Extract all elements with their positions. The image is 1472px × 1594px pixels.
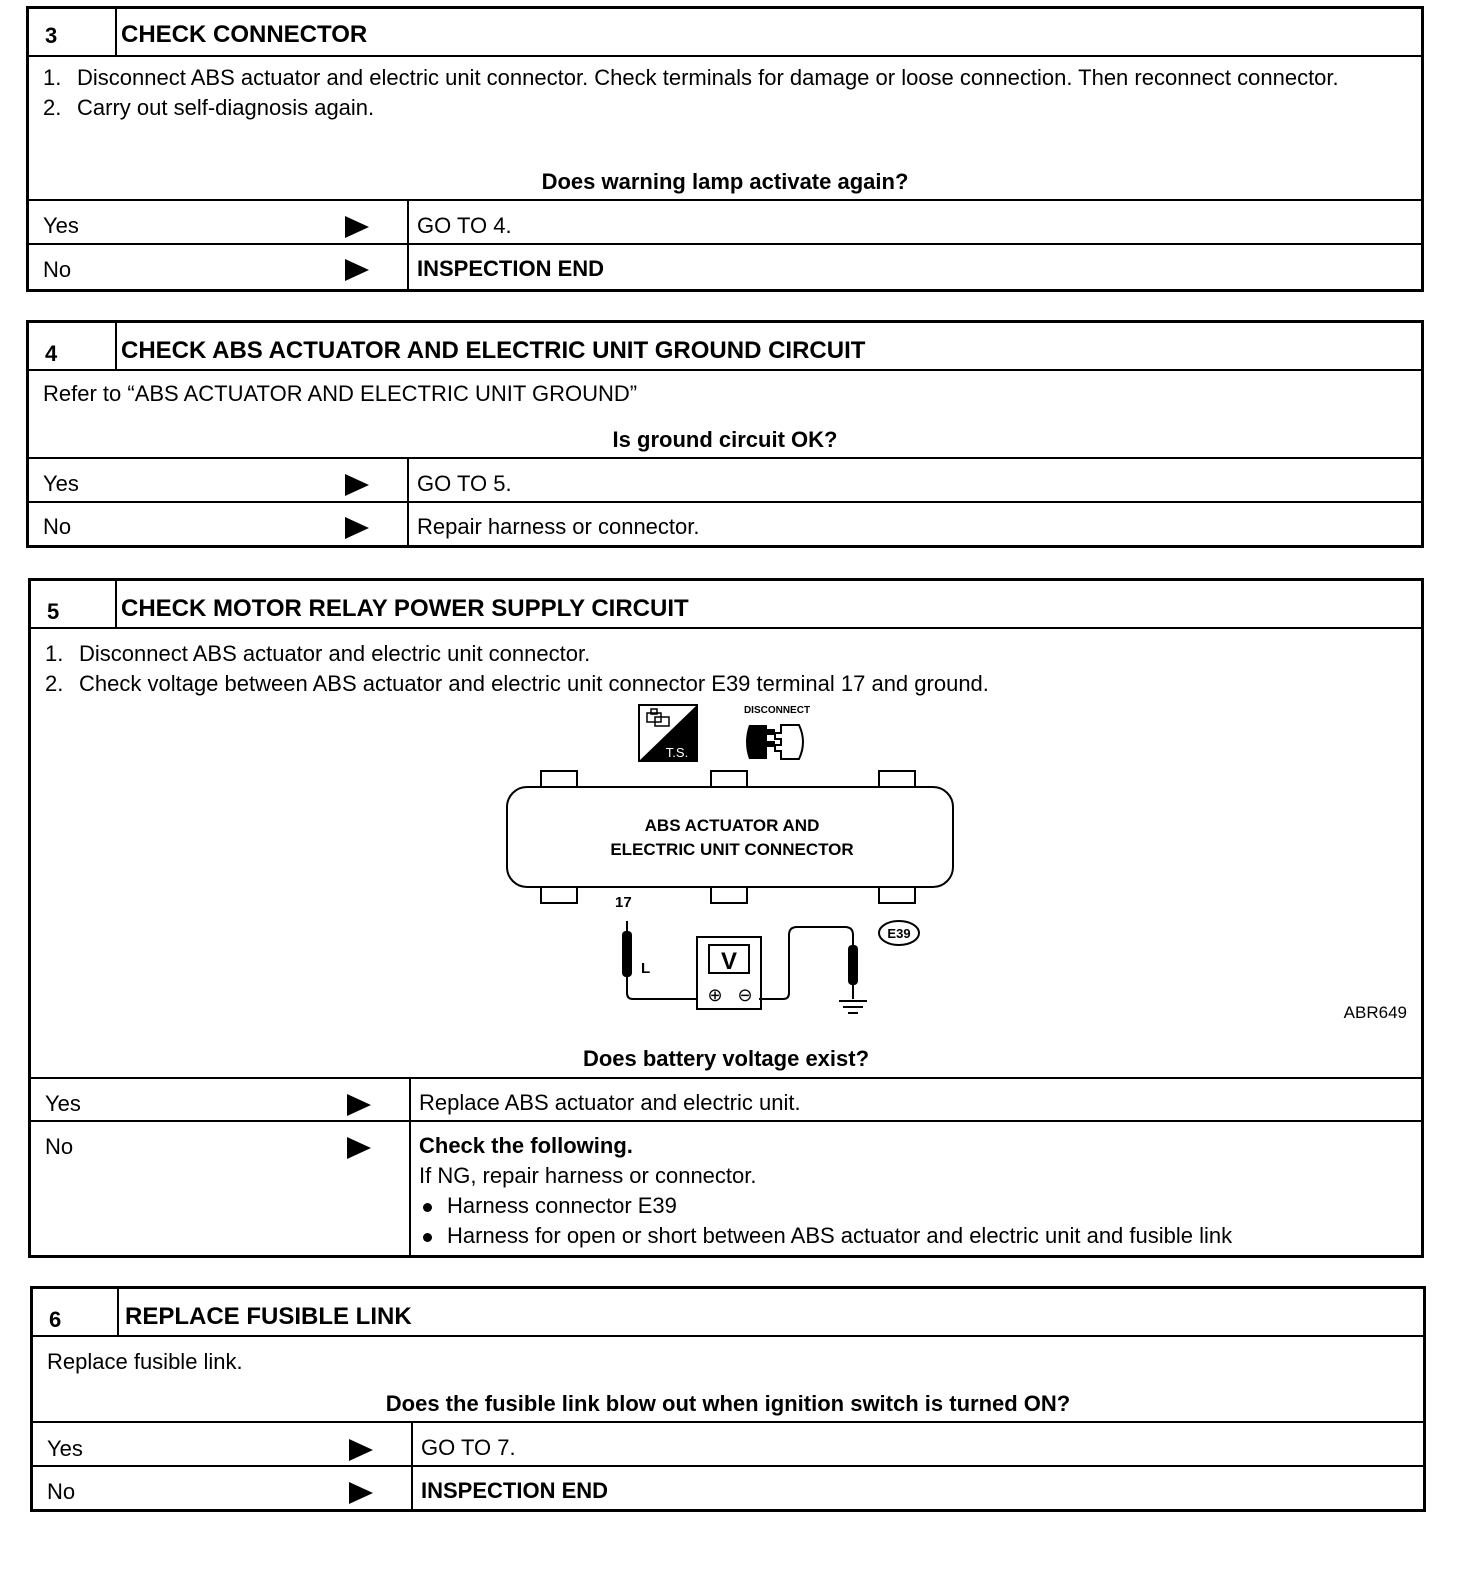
arrow-right-icon bbox=[345, 259, 369, 281]
arrow-right-icon bbox=[347, 1137, 371, 1159]
section-3 bbox=[26, 6, 1424, 292]
arrow-right-icon bbox=[349, 1482, 373, 1504]
step-number: 6 bbox=[49, 1307, 62, 1332]
yes-label: Yes bbox=[47, 1436, 83, 1461]
figure-code: ABR649 bbox=[1343, 1003, 1407, 1022]
ts-label: T.S. bbox=[665, 745, 689, 760]
no-result-title: Check the following. bbox=[419, 1133, 633, 1158]
step-title: REPLACE FUSIBLE LINK bbox=[125, 1303, 412, 1330]
step-instruction: Refer to “ABS ACTUATOR AND ELECTRIC UNIT GROUND” bbox=[43, 381, 638, 406]
no-result: INSPECTION END bbox=[417, 256, 605, 281]
arrow-right-icon bbox=[345, 474, 369, 496]
connector-id: E39 bbox=[887, 926, 911, 941]
question: Is ground circuit OK? bbox=[612, 427, 838, 452]
step-title: CHECK ABS ACTUATOR AND ELECTRIC UNIT GROUND CIRCUIT bbox=[121, 337, 866, 364]
yes-result: GO TO 5. bbox=[417, 471, 512, 496]
no-result: Repair harness or connector. bbox=[417, 514, 700, 539]
step-title: CHECK MOTOR RELAY POWER SUPPLY CIRCUIT bbox=[121, 595, 689, 622]
meter-label: V bbox=[720, 948, 738, 975]
no-label: No bbox=[43, 514, 72, 539]
step-title: CHECK CONNECTOR bbox=[121, 21, 368, 48]
disconnect-icon bbox=[744, 705, 810, 759]
yes-result: Replace ABS actuator and electric unit. bbox=[419, 1090, 801, 1115]
arrow-right-icon bbox=[345, 517, 369, 539]
ground-icon bbox=[839, 1001, 867, 1013]
connector-label-line2: ELECTRIC UNIT CONNECTOR bbox=[610, 840, 854, 859]
question: Does warning lamp activate again? bbox=[541, 169, 909, 194]
yes-label: Yes bbox=[43, 213, 79, 238]
yes-label: Yes bbox=[43, 471, 79, 496]
list-item: 2. Check voltage between ABS actuator and electric unit connector E39 terminal 17 and ground. bbox=[45, 671, 989, 696]
list-item: Harness for open or short between ABS actuator and electric unit and fusible link bbox=[419, 1221, 1401, 1251]
section-6 bbox=[30, 1286, 1426, 1512]
connector-diagram bbox=[501, 699, 971, 1029]
terminal-number: 17 bbox=[615, 894, 632, 911]
step-instructions bbox=[45, 639, 1401, 699]
step-instructions bbox=[43, 63, 1401, 123]
yes-result: GO TO 4. bbox=[417, 213, 512, 238]
section-5 bbox=[28, 578, 1424, 1258]
no-result: INSPECTION END bbox=[421, 1478, 609, 1503]
step-number: 4 bbox=[45, 341, 58, 366]
probe-right bbox=[848, 945, 858, 985]
no-result bbox=[419, 1131, 1401, 1251]
list-item: 2. Carry out self-diagnosis again. bbox=[43, 95, 375, 120]
plus-icon: ⊕ bbox=[707, 985, 723, 1005]
list-item: 1. Disconnect ABS actuator and electric unit connector. bbox=[45, 641, 591, 666]
ts-icon bbox=[639, 705, 697, 761]
yes-label: Yes bbox=[45, 1091, 81, 1116]
yes-result: GO TO 7. bbox=[421, 1435, 516, 1460]
no-label: No bbox=[45, 1134, 74, 1159]
no-label: No bbox=[47, 1479, 76, 1504]
no-label: No bbox=[43, 257, 72, 282]
list-item: Harness connector E39 bbox=[419, 1191, 1401, 1221]
step-number: 3 bbox=[45, 23, 58, 48]
question: Does the fusible link blow out when ignition switch is turned ON? bbox=[385, 1391, 1071, 1416]
section-4 bbox=[26, 320, 1424, 548]
minus-icon: ⊖ bbox=[737, 985, 753, 1005]
question: Does battery voltage exist? bbox=[582, 1046, 870, 1071]
disconnect-label: DISCONNECT bbox=[743, 705, 811, 716]
list-item: 1. Disconnect ABS actuator and electric unit connector. Check terminals for damage or loose connection. Then reconnect connector. bbox=[43, 65, 1339, 90]
step-instruction: Replace fusible link. bbox=[47, 1349, 243, 1374]
step-number: 5 bbox=[47, 599, 60, 624]
connector-body bbox=[507, 787, 953, 887]
arrow-right-icon bbox=[349, 1439, 373, 1461]
arrow-right-icon bbox=[347, 1094, 371, 1116]
arrow-right-icon bbox=[345, 216, 369, 238]
connector-label-line1: ABS ACTUATOR AND bbox=[644, 816, 820, 835]
no-result-line: If NG, repair harness or connector. bbox=[419, 1163, 757, 1188]
wire-color: L bbox=[641, 960, 651, 977]
probe-left bbox=[622, 931, 632, 977]
